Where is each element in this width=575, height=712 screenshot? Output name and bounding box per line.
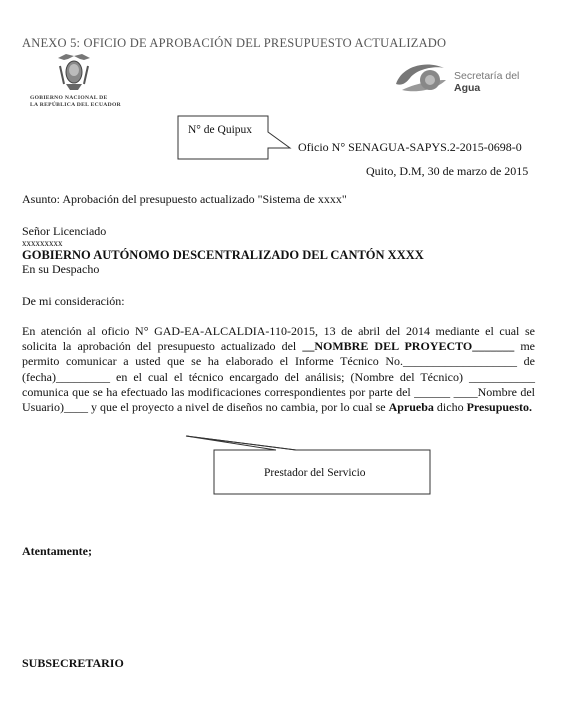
recipient-office: En su Despacho <box>22 262 100 276</box>
gov-line-2: LA REPÚBLICA DEL ECUADOR <box>30 102 121 108</box>
quipux-callout-shape <box>178 116 290 159</box>
greeting: De mi consideración: <box>22 294 125 308</box>
body-text-1: En atención al oficio N° GAD-EA-ALCALDIA-110-2015, 13 de abril del 2014 mediante el cual se solicita la aprobación del presupuesto actualizado del <box>22 324 535 354</box>
oficio-number: Oficio N° SENAGUA-SAPYS.2-2015-0698-0 <box>298 140 522 154</box>
body-paragraph <box>22 324 535 415</box>
prestador-callout-label: Prestador del Servicio <box>264 467 366 479</box>
gov-line-1: GOBIERNO NACIONAL DE <box>30 95 108 101</box>
approve-word: Aprueba <box>388 400 434 415</box>
place-date: Quito, D.M, 30 de marzo de 2015 <box>366 164 529 178</box>
closing: Atentamente; <box>22 544 92 558</box>
quipux-callout-label: N° de Quipux <box>188 124 253 136</box>
annex-title: ANEXO 5: OFICIO DE APROBACIÓN DEL PRESUPUESTO ACTUALIZADO <box>22 36 447 50</box>
signatory-title: SUBSECRETARIO <box>22 656 124 670</box>
salutation-title: Señor Licenciado <box>22 224 107 238</box>
recipient-organization: GOBIERNO AUTÓNOMO DESCENTRALIZADO DEL CANTÓN XXXX <box>22 248 424 262</box>
subject-line: Asunto: Aprobación del presupuesto actualizado "Sistema de xxxx" <box>22 192 347 206</box>
recipient-name: xxxxxxxxx <box>22 238 63 248</box>
project-name-placeholder: __NOMBRE DEL PROYECTO_______ <box>302 339 515 354</box>
budget-word: Presupuesto. <box>466 400 533 415</box>
ministry-name-line-2: Agua <box>454 82 481 94</box>
body-text-3: dicho <box>433 400 467 415</box>
body-text-2: me permito comunicar a usted que se ha elaborado el Informe Técnico No.___________________ de (fecha)_________ en el cual el técnico encargado del análisis; (Nombre del Técnico) ___________ comunica que se ha efectuado las modificaciones correspondientes por parte del ______ ____Nombre del Usuario)____ y que el proyecto a nivel de diseños no cambia, por lo cual se <box>22 339 535 415</box>
ministry-name-line-1: Secretaría del <box>454 70 520 82</box>
prestador-callout-shape <box>186 436 430 494</box>
prestador-pointer-line <box>186 436 296 450</box>
